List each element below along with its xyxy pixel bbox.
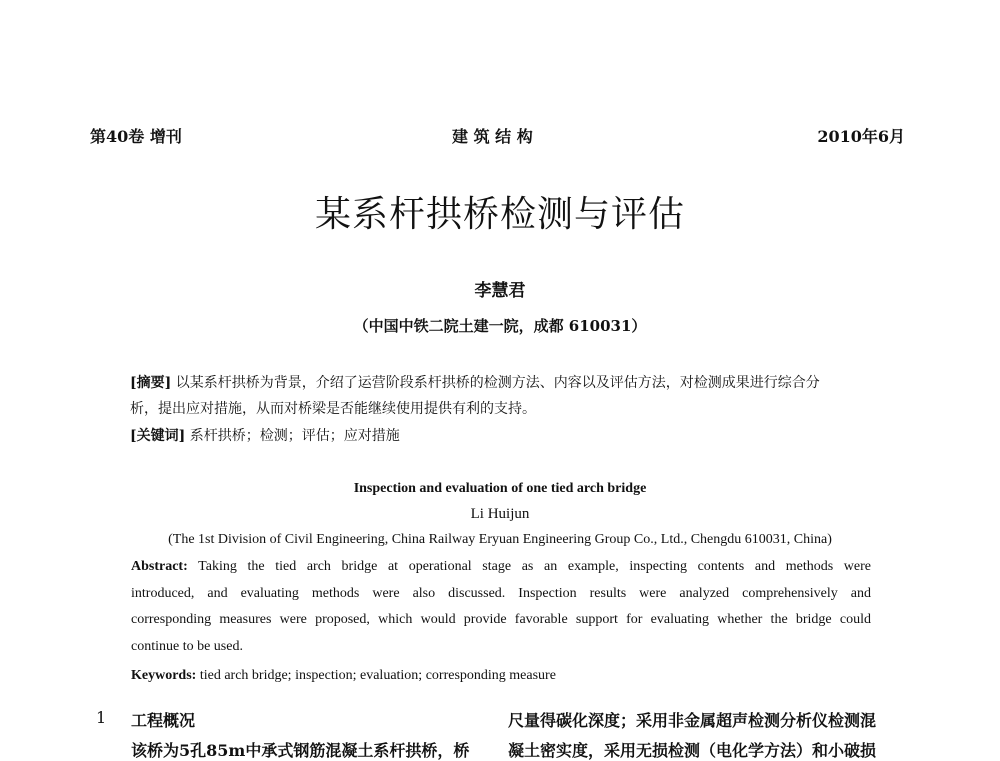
paper-title: 某系杆拱桥检测与评估 <box>314 194 685 235</box>
en-abstract-line: continue to be used. <box>131 639 243 654</box>
en-author: Li Huijun <box>470 506 530 522</box>
abstract-label: [摘要] <box>130 375 172 391</box>
author: 李慧君 <box>474 281 526 301</box>
en-keywords: Keywords: tied arch bridge; inspection; evaluation; corresponding measure <box>131 668 556 683</box>
en-abstract-line: Abstract: Taking the tied arch bridge at operational stage as an example, inspecting contents and methods were <box>131 559 872 574</box>
en-affiliation: (The 1st Division of Civil Engineering, China Railway Eryuan Engineering Group Co., Ltd., Chengdu 610031, China) <box>168 532 832 547</box>
affiliation: （中国中铁二院土建一院，成都 610031） <box>353 317 647 335</box>
keywords-cn: [关键词] 系杆拱桥；检测；评估；应对措施 <box>130 428 400 444</box>
en-abstract-line: corresponding measures were proposed, which would provide favorable support for evaluating whether the bridge could <box>131 612 871 627</box>
abstract-cn-line: [摘要] 以某系杆拱桥为背景，介绍了运营阶段系杆拱桥的检测方法、内容以及评估方法，对检测成果进行综合分 <box>130 375 820 391</box>
body-text-left: 该桥为5孔85m中承式钢筋混凝土系杆拱桥，桥 <box>131 741 470 760</box>
journal-name: 建 筑 结 构 <box>452 127 533 146</box>
en-title: Inspection and evaluation of one tied arch bridge <box>353 481 647 496</box>
body-text-right: 凝土密实度，采用无损检测（电化学方法）和小破损 <box>508 741 877 760</box>
section-title: 工程概况 <box>131 711 196 730</box>
en-abstract-line: introduced, and evaluating methods were also discussed. Inspection results were analyzed comprehensively and <box>131 586 871 601</box>
journal-date: 2010年6月 <box>817 127 905 146</box>
section-number: 1 <box>96 708 107 727</box>
journal-volume: 第40卷 增刊 <box>90 127 182 146</box>
body-text-right: 尺量得碳化深度；采用非金属超声检测分析仪检测混 <box>508 711 877 730</box>
abstract-cn-line: 析，提出应对措施，从而对桥梁是否能继续使用提供有利的支持。 <box>130 401 536 417</box>
